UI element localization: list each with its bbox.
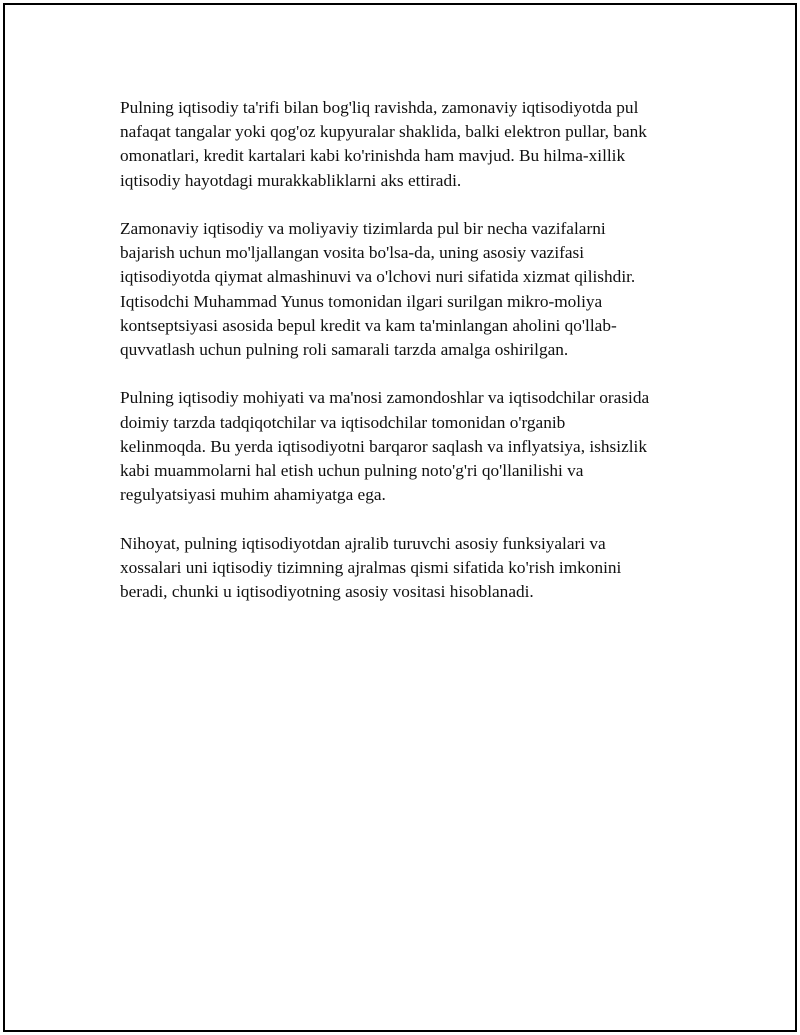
- paragraph-2: [120, 217, 690, 362]
- text-line: omonatlari, kredit kartalari kabi ko'rinishda ham mavjud. Bu hilma-xillik: [120, 146, 626, 166]
- text-line: Pulning iqtisodiy ta'rifi bilan bog'liq ravishda, zamonaviy iqtisodiyotda pul: [120, 98, 639, 117]
- text-line: beradi, chunki u iqtisodiyotning asosiy vositasi hisoblanadi.: [120, 582, 534, 602]
- paragraph-4: [120, 532, 690, 605]
- text-line: quvvatlash uchun pulning roli samarali tarzda amalga oshirilgan.: [120, 340, 569, 360]
- text-line: iqtisodiy hayotdagi murakkabliklarni aks ettiradi.: [120, 170, 462, 190]
- text-line: Zamonaviy iqtisodiy va moliyaviy tizimlarda pul bir necha vazifalarni: [120, 219, 606, 238]
- text-line: iqtisodiyotda qiymat almashinuvi va o'lchovi nuri sifatida xizmat qilishdir.: [120, 267, 636, 287]
- text-line: Iqtisodchi Muhammad Yunus tomonidan ilgari surilgan mikro-moliya: [120, 291, 603, 311]
- text-line: nafaqat tangalar yoki qog'oz kupyuralar shaklida, balki elektron pullar, bank: [120, 122, 647, 142]
- document-body: [120, 96, 690, 628]
- text-line: kelinmoqda. Bu yerda iqtisodiyotni barqaror saqlash va inflyatsiya, ishsizlik: [120, 436, 647, 456]
- text-line: xossalari uni iqtisodiy tizimning ajralmas qismi sifatida ko'rish imkonini: [120, 557, 622, 577]
- text-line: regulyatsiyasi muhim ahamiyatga ega.: [120, 485, 386, 505]
- text-line: kontseptsiyasi asosida bepul kredit va kam ta'minlangan aholini qo'llab-: [120, 315, 617, 335]
- paragraph-1: [120, 96, 690, 193]
- document-page: [3, 3, 797, 1032]
- text-line: bajarish uchun mo'ljallangan vosita bo'lsa-da, uning asosiy vazifasi: [120, 243, 585, 263]
- paragraph-3: [120, 386, 690, 507]
- text-line: kabi muammolarni hal etish uchun pulning noto'g'ri qo'llanilishi va: [120, 461, 584, 481]
- text-line: doimiy tarzda tadqiqotchilar va iqtisodchilar tomonidan o'rganib: [120, 412, 566, 432]
- text-line: Nihoyat, pulning iqtisodiyotdan ajralib turuvchi asosiy funksiyalari va: [120, 533, 606, 553]
- text-line: Pulning iqtisodiy mohiyati va ma'nosi zamondoshlar va iqtisodchilar orasida: [120, 388, 650, 408]
